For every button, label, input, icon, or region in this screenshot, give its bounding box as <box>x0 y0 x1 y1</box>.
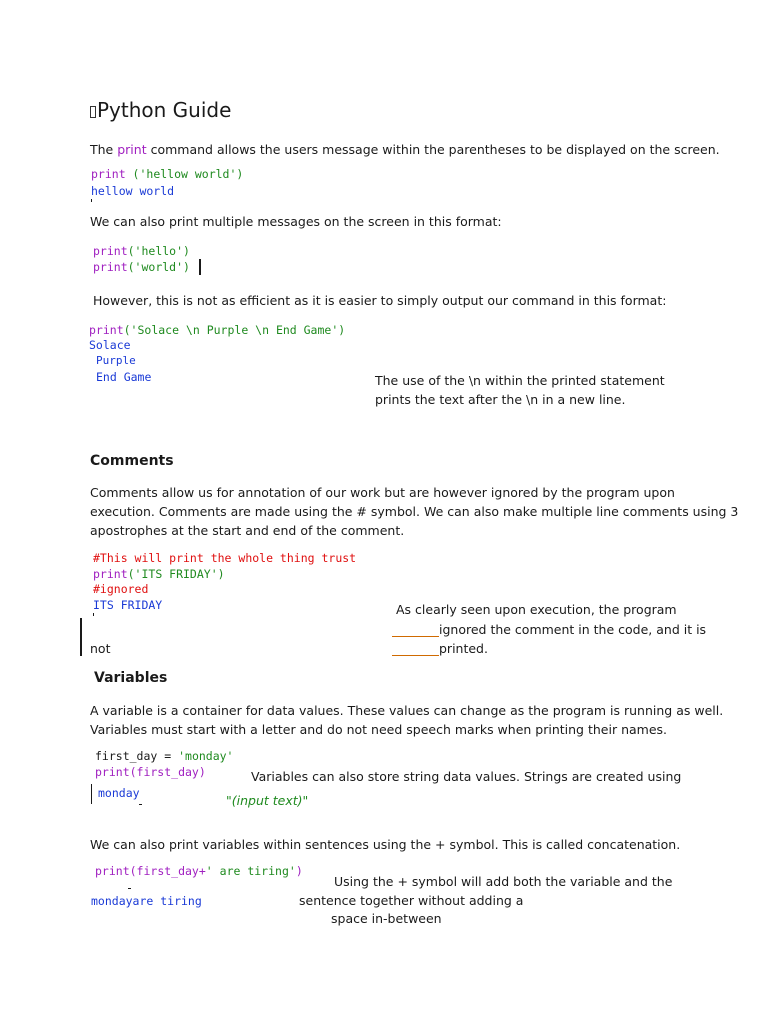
cursor-mark <box>91 199 92 202</box>
code-output: ITS FRIDAY <box>93 598 163 612</box>
intro-paragraph <box>90 142 720 157</box>
comments-not-word: not <box>90 641 111 656</box>
string-example: "(input text)" <box>226 793 309 808</box>
newline-note-line1: The use of the \n within the printed statement <box>375 373 665 388</box>
efficient-paragraph: However, this is not as efficient as it is easier to simply output our command in this format: <box>93 293 667 308</box>
code-string: ('hellow world') <box>125 167 244 181</box>
code-keyword: print <box>93 567 128 581</box>
intro-pre: The <box>90 142 118 157</box>
underline-mark <box>392 655 439 656</box>
comments-note-line3: printed. <box>439 641 488 656</box>
code-output: End Game <box>96 370 152 384</box>
missing-glyph-icon <box>90 106 96 118</box>
code-line <box>95 864 303 878</box>
code-string: ' are tiring' <box>205 864 296 878</box>
code-text: (first_day+ <box>129 864 206 878</box>
code-output: Solace <box>89 338 131 352</box>
intro-keyword: print <box>117 142 147 157</box>
code-line <box>93 244 190 258</box>
code-text: first_day = <box>95 749 179 763</box>
concat-intro: We can also print variables within sentences using the + symbol. This is called concatenation. <box>90 837 681 852</box>
page-title <box>90 98 231 122</box>
code-string: ('ITS FRIDAY') <box>127 567 225 581</box>
code-line <box>91 167 243 181</box>
code-keyword: print <box>91 167 126 181</box>
comments-paragraph-line3: apostrophes at the start and end of the comment. <box>90 523 405 538</box>
code-output: Purple <box>96 354 136 367</box>
code-comment: #ignored <box>93 582 149 596</box>
cursor-mark <box>128 888 131 889</box>
code-output: hellow world <box>91 184 175 198</box>
variables-heading: Variables <box>94 670 168 686</box>
code-string: 'monday' <box>178 749 234 763</box>
concat-note-line1: Using the + symbol will add both the variable and the <box>334 874 673 889</box>
variables-paragraph-line2: Variables must start with a letter and do not need speech marks when printing their names. <box>90 722 668 737</box>
code-string: ('world') <box>127 260 190 274</box>
concat-note-line3: space in-between <box>331 911 442 926</box>
code-comment: #This will print the whole thing trust <box>93 551 357 565</box>
code-keyword: print <box>95 864 130 878</box>
newline-note-line2: prints the text after the \n in a new line. <box>375 392 626 407</box>
string-note: Variables can also store string data values. Strings are created using <box>251 769 682 784</box>
cursor-mark <box>93 613 94 616</box>
margin-bar <box>91 784 92 804</box>
page-title-text: Python Guide <box>97 98 232 122</box>
code-line <box>93 567 225 581</box>
text-cursor <box>199 259 201 275</box>
underline-mark <box>392 636 439 637</box>
code-output: monday <box>98 786 140 800</box>
code-keyword: print <box>89 323 124 337</box>
variables-paragraph-line1: A variable is a container for data values. These values can change as the program is running as well. <box>90 703 724 718</box>
code-string: ('hello') <box>127 244 190 258</box>
code-keyword: print <box>93 244 128 258</box>
comments-heading: Comments <box>90 453 174 469</box>
comments-paragraph-line1: Comments allow us for annotation of our work but are however ignored by the program upon <box>90 485 675 500</box>
code-line <box>93 260 190 274</box>
code-line <box>89 323 345 337</box>
cursor-mark <box>139 804 142 805</box>
comments-paragraph-line2: execution. Comments are made using the # symbol. We can also make multiple line comments using 3 <box>90 504 739 519</box>
code-line <box>95 749 233 763</box>
code-text: ) <box>295 864 303 878</box>
code-string: ('Solace \n Purple \n End Game') <box>123 323 346 337</box>
code-line: print(first_day) <box>95 765 206 779</box>
code-keyword: print <box>93 260 128 274</box>
concat-note-line2: sentence together without adding a <box>299 893 524 908</box>
multi-intro: We can also print multiple messages on the screen in this format: <box>90 214 502 229</box>
comments-note-line1: As clearly seen upon execution, the program <box>396 602 677 617</box>
margin-bar <box>80 618 82 656</box>
intro-post: command allows the users message within the parentheses to be displayed on the screen. <box>146 142 720 157</box>
code-output: mondayare tiring <box>91 894 202 908</box>
comments-note-line2: ignored the comment in the code, and it is <box>439 622 707 637</box>
